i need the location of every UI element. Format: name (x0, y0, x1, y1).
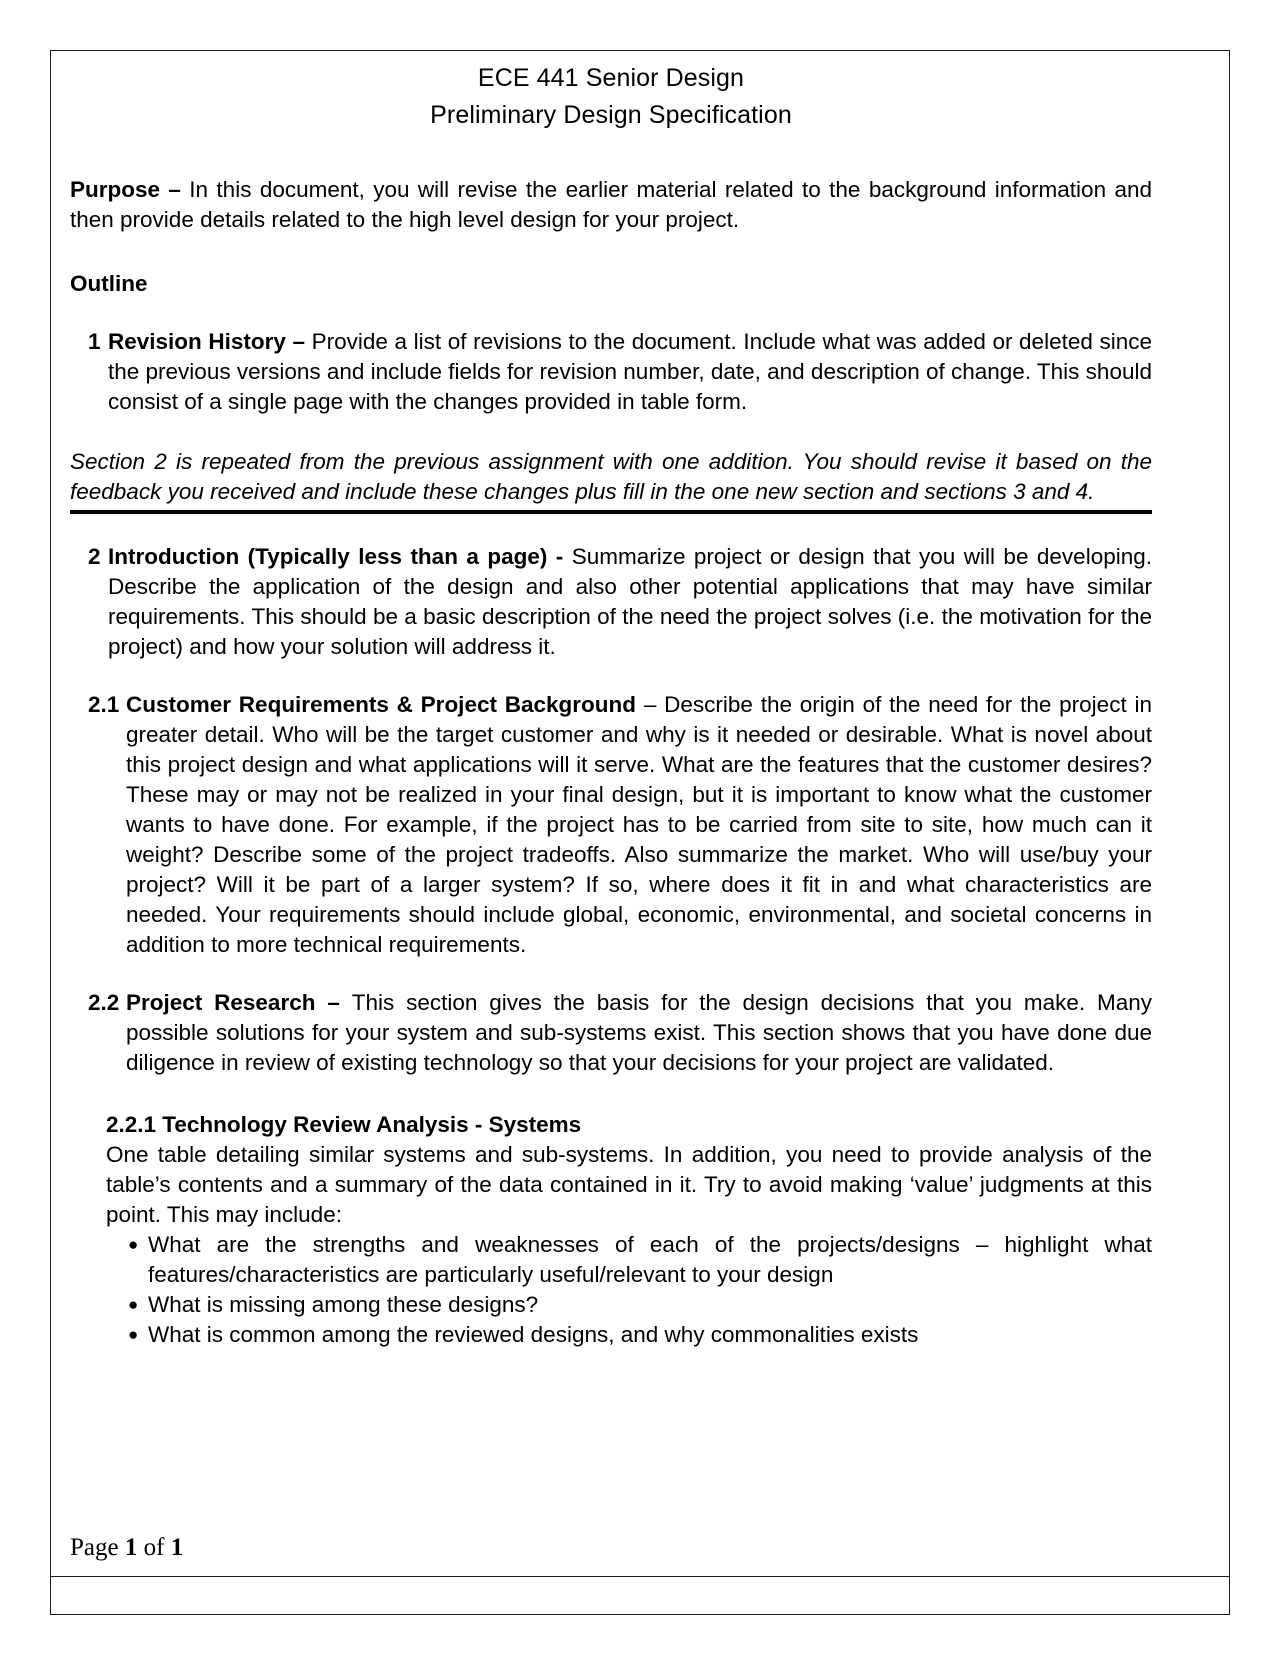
section-2-title: Introduction (Typically less than a page) - (108, 544, 572, 569)
footer-total-pages: 1 (170, 1534, 184, 1561)
section-2-2-title: Project Research – (126, 990, 352, 1015)
bullet-icon: ● (128, 1325, 139, 1344)
section-1-number: 1 (88, 329, 101, 354)
outline-item-introduction (70, 542, 1152, 662)
outline-heading: Outline (70, 271, 148, 296)
section-2-1-number: 2.1 (88, 692, 120, 717)
purpose-paragraph (70, 175, 1152, 235)
section-2-2-number: 2.2 (88, 990, 120, 1015)
list-item-label: What is missing among these designs? (148, 1292, 539, 1317)
section-2-1-title: Customer Requirements & Project Background (126, 692, 644, 717)
section-2-body (108, 542, 1152, 662)
section-2-number: 2 (88, 544, 101, 569)
section-2-1-text: – Describe the origin of the need for the project in greater detail. Who will be the target customer and why is it needed or desirable. What is novel about this project design and what applications will it serve. What are the features that the customer desires? These may or may not be realized in your final design, but it is important to know what the customer wants to have done. For example, if the project has to be carried from site to site, how much can it weight? Describe some of the project tradeoffs. Also summarize the market. Who will use/buy your project? Will it be part of a larger system? If so, where does it fit in and what characteristics are needed. Your requirements should include global, economic, environmental, and societal concerns in addition to more technical requirements. (126, 692, 1153, 957)
footer-prefix: Page (70, 1534, 125, 1561)
purpose-text: In this document, you will revise the earlier material related to the background information and then provide details related to the high level design for your project. (70, 177, 1152, 232)
section-1-text: Provide a list of revisions to the document. Include what was added or deleted since the previous versions and include fields for revision number, date, and description of change. This should consist of a single page with the changes provided in table form. (108, 329, 1152, 414)
list-item (106, 1320, 1152, 1350)
list-item-label: What are the strengths and weaknesses of each of the projects/designs – highlight what features/characteristics are particularly useful/relevant to your design (148, 1232, 1152, 1287)
outline-item-revision-history (70, 327, 1152, 417)
section-2-2-body (126, 988, 1152, 1078)
footer-divider (50, 1576, 1230, 1577)
section-2-text: Summarize project or design that you will be developing. Describe the application of the design and also other potential applications that may have similar requirements. This should be a basic description of the need the project solves (i.e. the motivation for the project) and how your solution will address it. (108, 544, 1152, 659)
page-footer (70, 1533, 183, 1563)
section-2-2-1-heading: 2.2.1 Technology Review Analysis - Systems (106, 1112, 582, 1137)
bullet-icon: ● (128, 1295, 139, 1314)
list-item-label: What is common among the reviewed designs, and why commonalities exists (148, 1322, 919, 1347)
title-line-1: ECE 441 Senior Design (477, 64, 745, 92)
footer-middle: of (137, 1534, 171, 1561)
section-1-body (108, 327, 1152, 417)
outline-item-project-research (70, 988, 1152, 1078)
document-title (70, 60, 1152, 134)
section-2-2-1-bullet-list (106, 1230, 1152, 1350)
section-1-title: Revision History – (108, 329, 312, 354)
list-item (106, 1230, 1152, 1290)
title-line-2: Preliminary Design Specification (430, 101, 792, 129)
section-2-1-body (126, 690, 1152, 960)
section-2-2-text: This section gives the basis for the design decisions that you make. Many possible solutions for your system and sub-systems exist. This section shows that you have done due diligence in review of existing technology so that your decisions for your project are validated. (126, 990, 1152, 1075)
bullet-icon: ● (128, 1235, 139, 1254)
section-2-2-1-text: One table detailing similar systems and sub-systems. In addition, you need to provide analysis of the table’s contents and a summary of the data contained in it. Try to avoid making ‘value’ judgments at this point. This may include: (106, 1142, 1152, 1227)
section-divider-rule (70, 510, 1152, 514)
list-item (106, 1290, 1152, 1320)
document-content (70, 60, 1152, 1350)
footer-current-page: 1 (124, 1534, 138, 1561)
revision-note: Section 2 is repeated from the previous assignment with one addition. You should revise it based on the feedback you received and include these changes plus fill in the one new section and sections 3 and 4. (70, 449, 1152, 504)
purpose-label: Purpose – (70, 177, 190, 202)
outline-item-customer-requirements (70, 690, 1152, 960)
